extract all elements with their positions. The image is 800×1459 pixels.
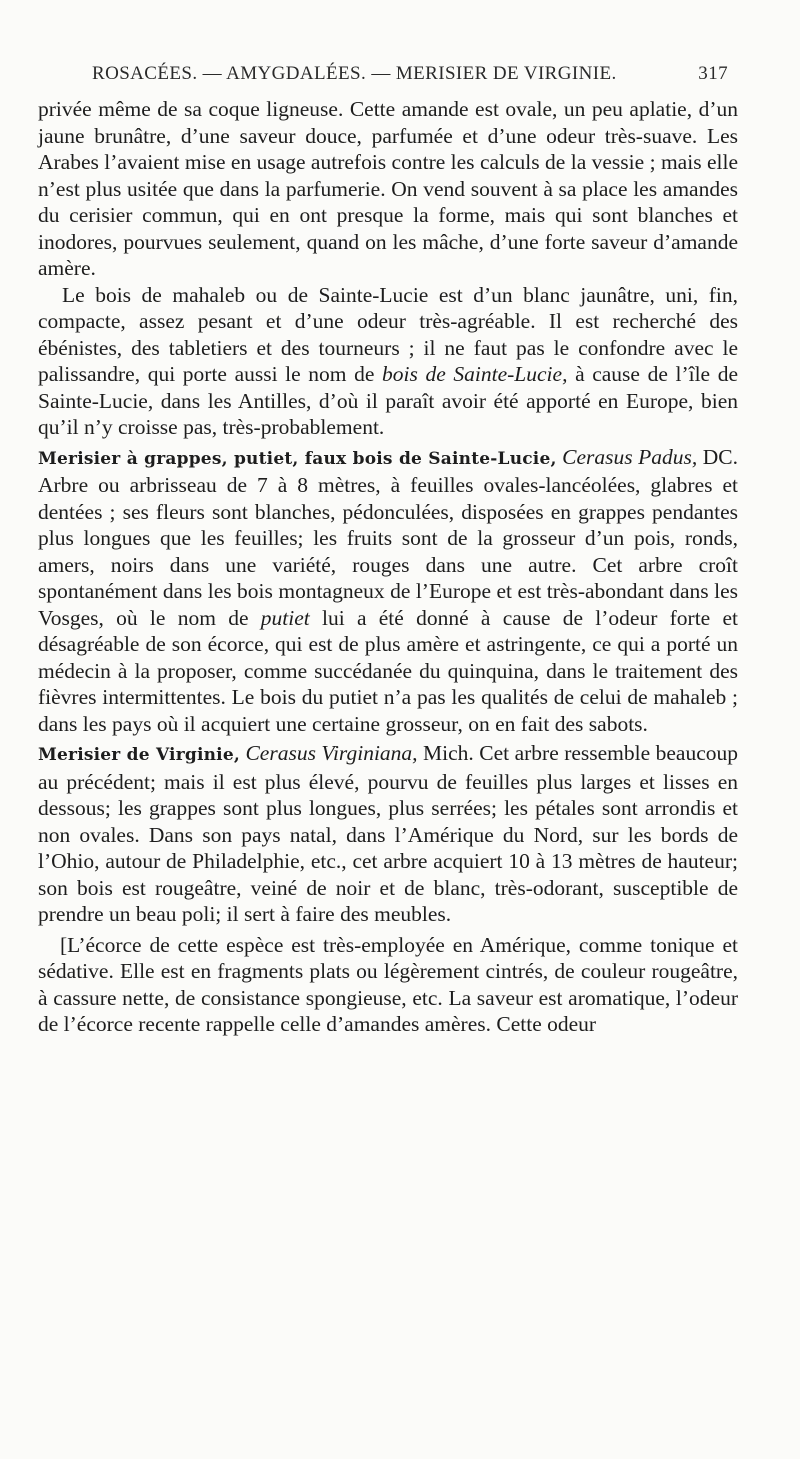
entry-text-merisier-a-grappes-b: lui a été donné à cause de l’odeur forte et désagréable de son écorce, qui est de plus amère et astringente, ce qui a porté un médecin à la proposer, comme succédanée du quinquina, dans le traitement des fièvres intermittentes. Le bois du putiet n’a pas les qualités de celui de mahaleb ; dans les pays où il acquiert une certaine grosseur, on en fait des sabots. <box>38 605 738 736</box>
header-title: ROSACÉES. — AMYGDALÉES. — MERISIER DE VIRGINIE. <box>92 63 617 84</box>
entry-text-merisier-de-virginie: Mich. Cet arbre ressemble beaucoup au précédent; mais il est plus élevé, pourvu de feuilles plus larges et lisses en dessous; les grappes sont plus longues, plus serrées; les pétales sont arrondis et non ovales. Dans son pays natal, dans l’Amérique du Nord, sur les bords de l’Ohio, autour de Philadelphie, etc., cet arbre acquiert 10 à 13 mètres de hauteur; son bois est rougeâtre, veiné de noir et de blanc, très-odorant, susceptible de prendre un beau poli; il sert à faire des meubles. <box>38 741 739 926</box>
paragraph-ecorce <box>38 932 738 1038</box>
italic-bois-sainte-lucie: bois de Sainte-Lucie, <box>382 362 568 386</box>
latin-name-cerasus-padus: Cerasus Padus, <box>562 444 698 469</box>
paragraph-ecorce-text: [L’écorce de cette espèce est très-employée en Amérique, comme tonique et sédative. Elle est en fragments plats ou légèrement cintrés, de couleur rougeâtre, à cassure nette, de consistance spongieuse, etc. La saveur est aromatique, l’odeur de l’écorce recente rappelle celle d’amandes amères. Cette odeur <box>38 932 738 1036</box>
entry-text-merisier-a-grappes-a: DC. Arbre ou arbrisseau de 7 à 8 mètres, à feuilles ovales-lancéolées, glabres et dentées ; ses fleurs sont blanches, pédonculées, disposées en grappes pendantes plus longues que les feuilles; les fruits sont de la grosseur d’un pois, ronds, amers, noirs dans une variété, rouges dans une autre. Cet arbre croît spontanément dans les bois montagneux de l’Europe et est très-abondant dans les Vosges, où le nom de <box>38 444 739 630</box>
paragraph-amande-text: privée même de sa coque ligneuse. Cette amande est ovale, un peu aplatie, d’un jaune brunâtre, d’une saveur douce, parfumée et d’une odeur très-suave. Les Arabes l’avaient mise en usage autrefois contre les calculs de la vessie ; mais elle n’est plus usitée que dans la parfumerie. On vend souvent à sa place les amandes du cerisier commun, qui en ont presque la forme, mais qui sont blanches et inodores, pourvues seulement, quand on les mâche, d’une forte saveur d’amande amère. <box>38 97 738 280</box>
latin-name-cerasus-virginiana: Cerasus Virginiana, <box>245 741 418 765</box>
entry-heading-merisier-de-virginie: Merisier de Virginie, <box>38 745 240 765</box>
entry-heading-merisier-a-grappes: Merisier à grappes, putiet, faux bois de Sainte-Lucie, <box>38 448 557 469</box>
italic-putiet: putiet <box>260 605 310 630</box>
entry-merisier-a-grappes <box>38 444 738 738</box>
entry-merisier-de-virginie <box>38 740 738 928</box>
paragraph-amande <box>38 96 738 282</box>
page-number: 317 <box>698 63 728 84</box>
paragraph-bois-mahaleb <box>38 282 738 441</box>
page-body <box>38 96 738 1038</box>
paragraph-bois-mahaleb-text-b: à cause de l’île de Sainte-Lucie, dans les Antilles, d’où il paraît avoir été apporté en Europe, bien qu’il n’y croisse pas, très-probablement. <box>38 362 738 439</box>
paragraph-bois-mahaleb-text-a: Le bois de mahaleb ou de Sainte-Lucie est d’un blanc jaunâtre, uni, fin, compacte, assez pesant et d’une odeur très-agréable. Il est recherché des ébénistes, des tabletiers et des tourneurs ; il ne faut pas le confondre avec le palissandre, qui porte aussi le nom de <box>38 282 738 386</box>
running-header <box>92 63 728 85</box>
